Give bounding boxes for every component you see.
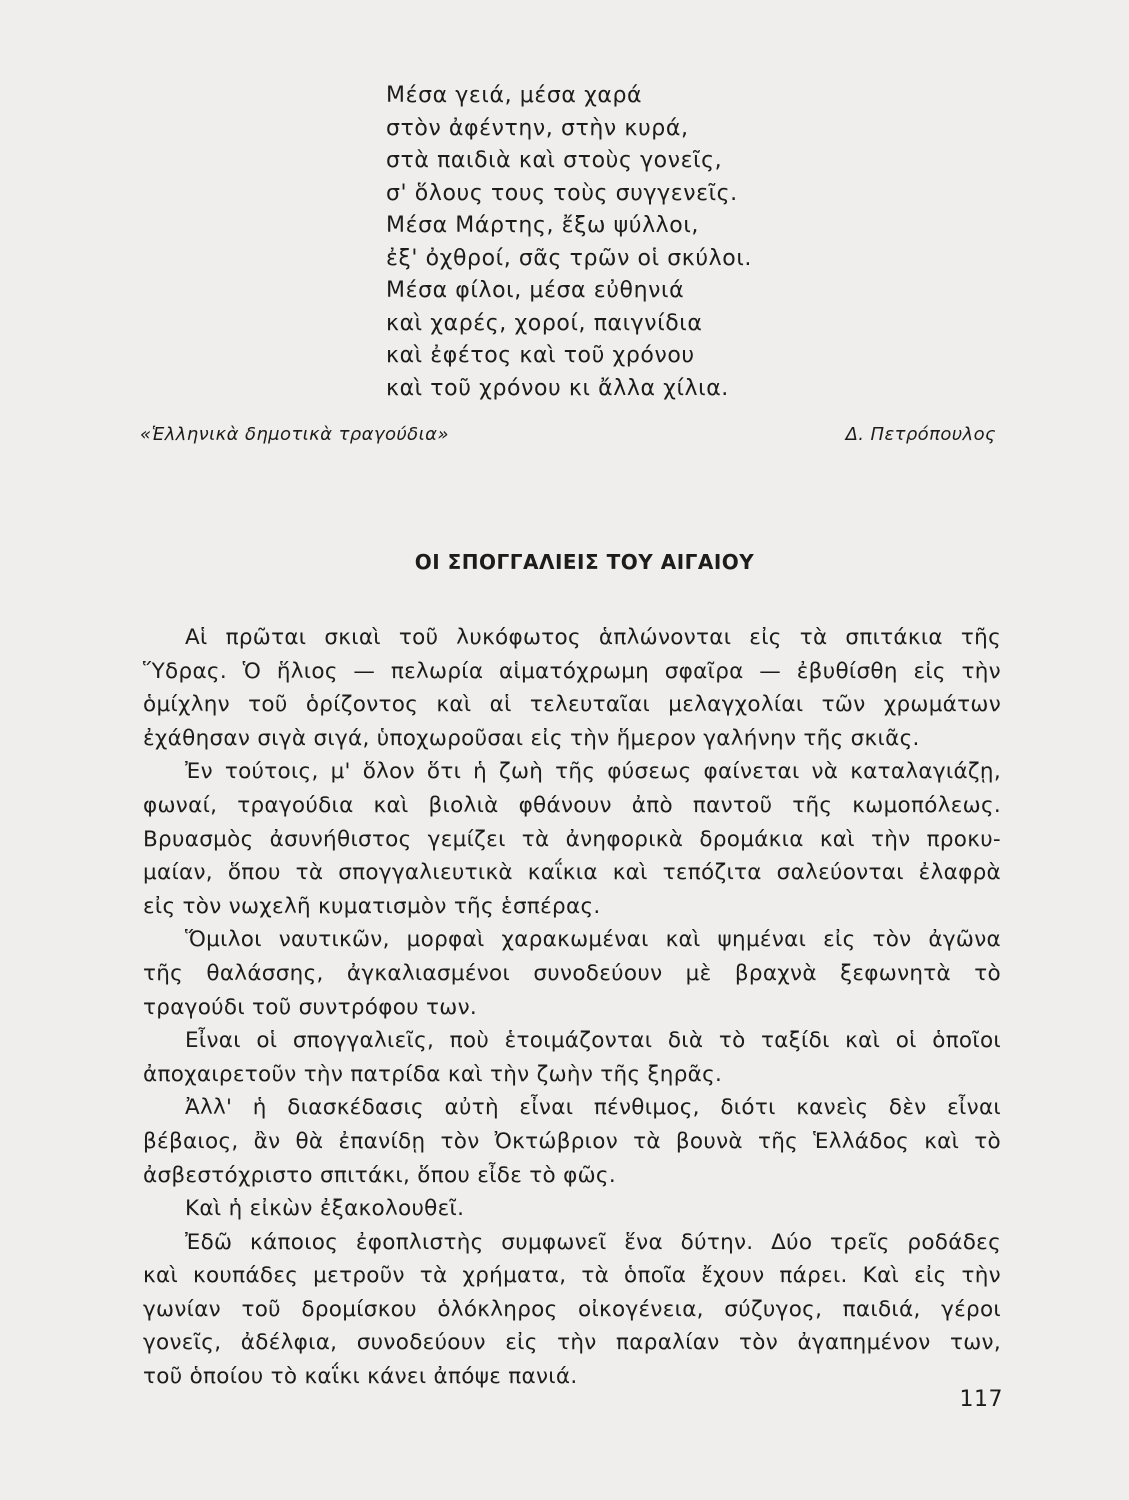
prose-line: Ὕδρας. Ὁ ἥλιος — πελωρία αἱματόχρωμη σφαῖρα — ἐβυθίσθη εἰς τὴν — [143, 658, 1001, 684]
poem-verse: καὶ χαρές, χοροί, παιγνίδια — [386, 310, 703, 336]
poem-verse: ἐξ' ὀχθροί, σᾶς τρῶν οἱ σκύλοι. — [386, 245, 753, 271]
prose-line: ἀσβεστόχριστο σπιτάκι, ὅπου εἶδε τὸ φῶς. — [143, 1162, 616, 1188]
poem-verse: σ' ὅλους τους τοὺς συγγενεῖς. — [386, 180, 738, 206]
poem-verse: καὶ ἐφέτος καὶ τοῦ χρόνου — [386, 343, 695, 368]
poem-author: Δ. Πετρόπουλος — [845, 424, 996, 445]
prose-line: Ἐν τούτοις, μ' ὅλον ὅτι ἡ ζωὴ τῆς φύσεως φαίνεται νὰ καταλαγιάζῃ, — [185, 759, 1001, 785]
section-title: ΟΙ ΣΠΟΓΓΑΛΙΕΙΣ ΤΟΥ ΑΙΓΑΙΟΥ — [414, 550, 755, 574]
prose-line: τοῦ ὁποίου τὸ καΐκι κάνει ἀπόψε πανιά. — [143, 1364, 578, 1390]
prose-line: γονεῖς, ἀδέλφια, συνοδεύουν εἰς τὴν παραλίαν τὸν ἀγαπημένον των, — [143, 1330, 1001, 1356]
poem-verse: στὰ παιδιὰ καὶ στοὺς γονεῖς, — [386, 148, 723, 173]
prose-line: μαίαν, ὅπου τὰ σπογγαλιευτικὰ καΐκια καὶ τεπόζιτα σαλεύονται ἐλαφρὰ — [143, 860, 1001, 886]
prose-line: ἀποχαιρετοῦν τὴν πατρίδα καὶ τὴν ζωὴν τῆς ξηρᾶς. — [143, 1061, 723, 1087]
poem-verse: Μέσα γειά, μέσα χαρά — [386, 83, 643, 108]
poem-verse: καὶ τοῦ χρόνου κι ἄλλα χίλια. — [386, 375, 729, 401]
prose-line: Ἀλλ' ἡ διασκέδασις αὐτὴ εἶναι πένθιμος, διότι κανεὶς δὲν εἶναι — [185, 1095, 1001, 1121]
page-number: 117 — [959, 1387, 1003, 1412]
prose-line: ὁμίχλην τοῦ ὁρίζοντος καὶ αἱ τελευταῖαι μελαγχολίαι τῶν χρωμάτων — [143, 692, 1001, 718]
prose-line: τῆς θαλάσσης, ἀγκαλιασμένοι συνοδεύουν μὲ βραχνὰ ξεφωνητὰ τὸ — [143, 960, 1001, 986]
prose-line: γωνίαν τοῦ δρομίσκου ὁλόκληρος οἰκογένεια, σύζυγος, παιδιά, γέροι — [143, 1296, 1001, 1322]
prose-line: Εἶναι οἱ σπογγαλιεῖς, ποὺ ἑτοιμάζονται διὰ τὸ ταξίδι καὶ οἱ ὁποῖοι — [185, 1028, 1001, 1054]
poem-source: «Ἑλληνικὰ δημοτικὰ τραγούδια» — [140, 424, 449, 445]
prose-line: Καὶ ἡ εἰκὼν ἐξακολουθεῖ. — [185, 1196, 465, 1222]
poem-verse: Μέσα Μάρτης, ἔξω ψύλλοι, — [386, 213, 700, 238]
prose-body — [143, 621, 1001, 1394]
prose-line: βέβαιος, ἂν θὰ ἐπανίδῃ τὸν Ὀκτώβριον τὰ βουνὰ τῆς Ἑλλάδος καὶ τὸ — [143, 1128, 1001, 1154]
prose-line: Αἱ πρῶται σκιαὶ τοῦ λυκόφωτος ἁπλώνονται εἰς τὰ σπιτάκια τῆς — [185, 625, 1001, 650]
prose-line: φωναί, τραγούδια καὶ βιολιὰ φθάνουν ἀπὸ παντοῦ τῆς κωμοπόλεως. — [143, 792, 1001, 818]
poem-verse: στὸν ἀφέντην, στὴν κυρά, — [386, 115, 689, 141]
poem-verse: Μέσα φίλοι, μέσα εὐθηνιά — [386, 278, 685, 303]
prose-line: Ἐδῶ κάποιος ἐφοπλιστὴς συμφωνεῖ ἕνα δύτην. Δύο τρεῖς ροδάδες — [185, 1229, 1001, 1255]
prose-line: τραγούδι τοῦ συντρόφου των. — [143, 994, 478, 1020]
folk-poem — [386, 80, 752, 405]
prose-line: εἰς τὸν νωχελῆ κυματισμὸν τῆς ἑσπέρας. — [143, 893, 601, 919]
prose-line: Βρυασμὸς ἀσυνήθιστος γεμίζει τὰ ἀνηφορικὰ δρομάκια καὶ τὴν προκυ- — [143, 826, 1001, 852]
prose-line: καὶ κουπάδες μετροῦν τὰ χρήματα, τὰ ὁποῖα ἔχουν πάρει. Καὶ εἰς τὴν — [143, 1263, 1001, 1289]
prose-line: ἐχάθησαν σιγὰ σιγά, ὑποχωροῦσαι εἰς τὴν ἥμερον γαλήνην τῆς σκιᾶς. — [143, 725, 920, 751]
prose-line: Ὅμιλοι ναυτικῶν, μορφαὶ χαρακωμέναι καὶ ψημέναι εἰς τὸν ἀγῶνα — [185, 927, 1001, 953]
